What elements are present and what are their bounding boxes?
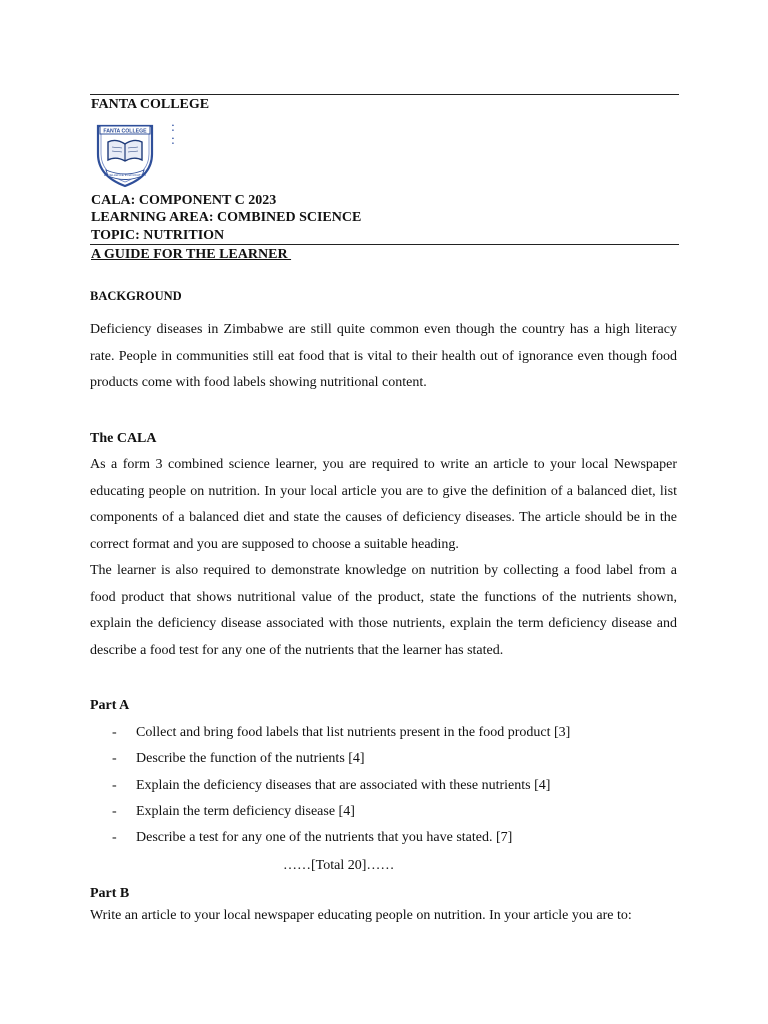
cala-component: CALA: COMPONENT C 2023 [91,193,277,208]
part-a-list [112,724,570,855]
list-item-text: Collect and bring food labels that list nutrients present in the food product [3] [136,725,571,740]
background-paragraph: Deficiency diseases in Zimbabwe are still quite common even though the country has a high literacy rate. People in communities still eat food that is vital to their health out of ignorance even though food products come with food labels showing nutritional content. [90,322,677,391]
guide-title: A GUIDE FOR THE LEARNER [91,247,292,262]
list-item: - Collect and bring food labels that list nutrients present in the food product [3] [112,725,571,740]
crest-motto-text: EXCELLENCE IN EDUCATION [104,173,146,177]
list-item-text: Describe a test for any one of the nutrients that you have stated. [7] [136,830,513,846]
list-item: - Describe the function of the nutrients [4] [112,751,365,767]
part-b-heading: Part B [90,886,130,901]
list-item: - Explain the term deficiency disease [4] [112,803,355,819]
crest-top-text: FANTA COLLEGE [103,128,147,135]
list-item: - Describe a test for any one of the nutrients that you have stated. [7] [112,830,513,846]
top-rule [90,94,679,95]
mid-rule [90,244,679,245]
cala-heading: The CALA [90,431,157,446]
school-name: FANTA COLLEGE [91,97,210,112]
list-item-text: Explain the term deficiency disease [4] [136,803,355,819]
topic: TOPIC: NUTRITION [91,228,225,243]
list-item: - Explain the deficiency diseases that are associated with these nutrients [4] [112,777,551,793]
list-item-text: Explain the deficiency diseases that are associated with these nutrients [4] [136,777,551,793]
list-item-text: Describe the function of the nutrients [4] [136,751,365,767]
logo-colons: : : [171,120,175,148]
background-heading: BACKGROUND [90,289,182,303]
part-a-total: ……[Total 20]…… [283,858,395,873]
part-b-text: Write an article to your local newspaper educating people on nutrition. In your article you are to: [90,908,632,923]
learning-area: LEARNING AREA: COMBINED SCIENCE [91,210,362,225]
school-crest-logo [94,120,156,188]
part-a-heading: Part A [90,698,130,713]
cala-paragraph-1: As a form 3 combined science learner, you are required to write an article to your local Newspaper educating people on nutrition. In your local article you are to give the definition of a balanced diet, list components of a balanced diet and state the causes of deficiency diseases. The article should be in the correct format and you are supposed to choose a suitable heading. [90,457,677,552]
cala-paragraph-2: The learner is also required to demonstrate knowledge on nutrition by collecting a food label from a food product that shows nutritional value of the product, state the functions of the nutrients shown, explain the deficiency disease associated with those nutrients, explain the term deficiency disease and describe a food test for any one of the nutrients that the learner has stated. [90,563,677,658]
